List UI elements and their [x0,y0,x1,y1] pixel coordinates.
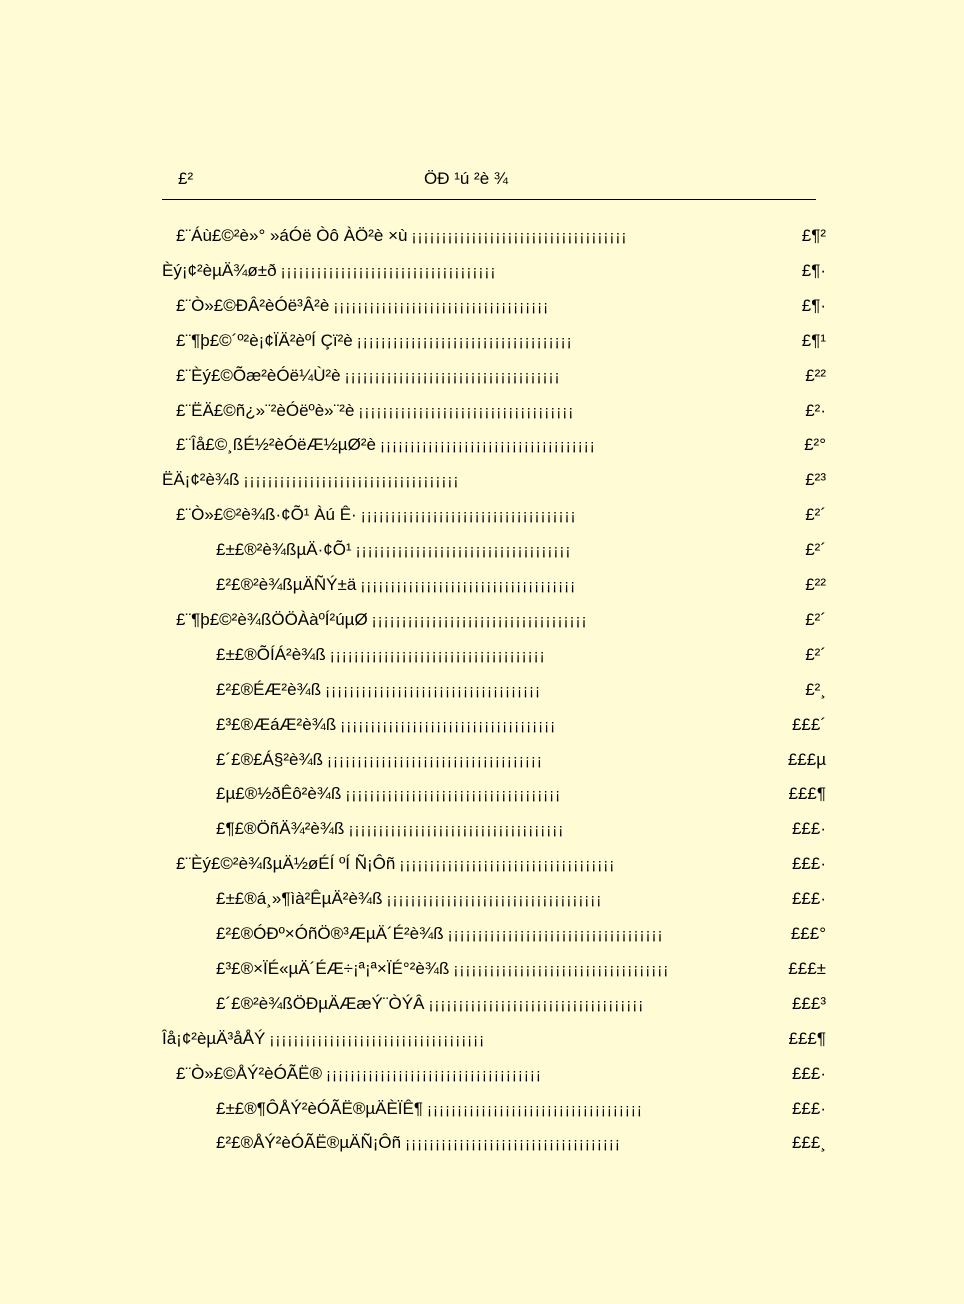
toc-entry [216,784,826,806]
toc-dot-leader: ¡¡¡¡¡¡¡¡¡¡¡¡¡¡¡¡¡¡¡¡¡¡¡¡¡¡¡¡¡¡¡¡¡¡¡¡ [360,507,577,525]
toc-entry [176,435,826,457]
header-rule [162,199,816,200]
toc-entry-page: £²´ [805,540,826,560]
toc-entry-title: ËÄ¡¢²è¾ß [162,470,240,490]
toc-entry-page: £¶· [801,295,826,315]
toc-entry-page: £££· [791,819,826,839]
toc-entry-page: £²· [805,400,826,420]
toc-entry-page: £²´ [805,505,826,525]
toc-entry-page: £²´ [805,609,826,629]
toc-entry-title: £²£®ÓÐº×ÓñÖ®³ÆµÄ´É²è¾ß [216,924,444,943]
toc-dot-leader: ¡¡¡¡¡¡¡¡¡¡¡¡¡¡¡¡¡¡¡¡¡¡¡¡¡¡¡¡¡¡¡¡¡¡¡¡ [427,1100,643,1118]
toc-dot-leader: ¡¡¡¡¡¡¡¡¡¡¡¡¡¡¡¡¡¡¡¡¡¡¡¡¡¡¡¡¡¡¡¡¡¡¡¡ [340,716,557,734]
toc-entry-title: £´£®²è¾ßÖÐµÄÆæÝ¨ÒÝÂ [216,993,425,1013]
toc-entry-title: £¨¶þ£©´º²è¡¢ÏÄ²èºÍ Çï²è [176,330,353,350]
toc-entry [176,331,826,353]
toc-dot-leader: ¡¡¡¡¡¡¡¡¡¡¡¡¡¡¡¡¡¡¡¡¡¡¡¡¡¡¡¡¡¡¡¡¡¡¡¡ [405,1135,621,1153]
page-number: £² [178,169,194,188]
toc-entry [176,1064,826,1086]
toc-dot-leader: ¡¡¡¡¡¡¡¡¡¡¡¡¡¡¡¡¡¡¡¡¡¡¡¡¡¡¡¡¡¡¡¡¡¡¡¡ [348,821,565,839]
toc-entry [176,854,826,876]
toc-entry-title: Îå¡¢²èµÄ³åÅÝ [162,1028,266,1048]
running-title: ÖÐ ¹ú ²è ¾ [424,169,509,188]
toc-dot-leader: ¡¡¡¡¡¡¡¡¡¡¡¡¡¡¡¡¡¡¡¡¡¡¡¡¡¡¡¡¡¡¡¡¡¡¡¡ [269,1030,486,1048]
toc-entry-title: £²£®²è¾ßµÄÑÝ±ä [216,575,357,594]
toc-entry [216,750,826,772]
toc-dot-leader: ¡¡¡¡¡¡¡¡¡¡¡¡¡¡¡¡¡¡¡¡¡¡¡¡¡¡¡¡¡¡¡¡¡¡¡¡ [327,751,543,769]
toc-dot-leader: ¡¡¡¡¡¡¡¡¡¡¡¡¡¡¡¡¡¡¡¡¡¡¡¡¡¡¡¡¡¡¡¡¡¡¡¡ [399,856,616,874]
toc-entry-title: £µ£®½ðÊô²è¾ß [216,784,342,804]
toc-entry [176,401,826,423]
toc-dot-leader: ¡¡¡¡¡¡¡¡¡¡¡¡¡¡¡¡¡¡¡¡¡¡¡¡¡¡¡¡¡¡¡¡¡¡¡¡ [386,891,603,909]
toc-dot-leader: ¡¡¡¡¡¡¡¡¡¡¡¡¡¡¡¡¡¡¡¡¡¡¡¡¡¡¡¡¡¡¡¡¡¡¡¡ [447,926,664,943]
toc-entry [216,575,826,597]
toc-entry-page: £²° [804,435,826,455]
toc-entry [176,226,826,248]
toc-dot-leader: ¡¡¡¡¡¡¡¡¡¡¡¡¡¡¡¡¡¡¡¡¡¡¡¡¡¡¡¡¡¡¡¡¡¡¡¡ [344,367,561,385]
toc-entry-page: £££´ [791,714,826,734]
toc-entry [216,715,826,737]
toc-entry-page: £££± [788,958,826,978]
toc-entry-page: £££µ [787,749,826,769]
toc-entry-page: £££° [790,924,826,943]
toc-dot-leader: ¡¡¡¡¡¡¡¡¡¡¡¡¡¡¡¡¡¡¡¡¡¡¡¡¡¡¡¡¡¡¡¡¡¡¡¡ [371,611,588,629]
toc-entry-title: £±£®ÕÍÁ²è¾ß [216,644,326,664]
toc-dot-leader: ¡¡¡¡¡¡¡¡¡¡¡¡¡¡¡¡¡¡¡¡¡¡¡¡¡¡¡¡¡¡¡¡¡¡¡¡ [333,297,550,315]
toc-entry-page: £££· [791,854,826,874]
toc-entry-title: £¨¶þ£©²è¾ßÖÖÀàºÍ²úµØ [176,609,368,629]
toc-entry-page: £²³ [805,470,826,490]
toc-entry-page: £££¶ [788,1028,826,1048]
toc-entry [216,680,826,702]
toc-entry [176,505,826,527]
toc-entry-page: £¶· [801,260,826,280]
toc-entry [162,261,826,283]
toc-dot-leader: ¡¡¡¡¡¡¡¡¡¡¡¡¡¡¡¡¡¡¡¡¡¡¡¡¡¡¡¡¡¡¡¡¡¡¡¡ [345,786,562,804]
toc-entry-title: £±£®á¸»¶ìà²ÊµÄ²è¾ß [216,889,383,909]
toc-entry [162,1029,826,1051]
toc-entry-title: £´£®£Á§²è¾ß [216,749,324,769]
toc-entry-page: £²² [805,575,826,594]
toc-dot-leader: ¡¡¡¡¡¡¡¡¡¡¡¡¡¡¡¡¡¡¡¡¡¡¡¡¡¡¡¡¡¡¡¡¡¡¡¡ [243,472,460,490]
toc-entry [176,296,826,318]
toc-entry-title: £¨Îå£©¸ßÉ½²èÓëÆ½µØ²è [176,435,376,455]
toc-entry [216,1133,826,1155]
toc-entry-title: £²£®ÉÆ²è¾ß [216,679,322,699]
toc-entry-title: £±£®²è¾ßµÄ·¢Õ¹ [216,540,352,560]
toc-entry [176,610,826,632]
toc-entry-page: £££¶ [788,784,826,804]
toc-dot-leader: ¡¡¡¡¡¡¡¡¡¡¡¡¡¡¡¡¡¡¡¡¡¡¡¡¡¡¡¡¡¡¡¡¡¡¡¡ [325,681,541,699]
toc-entry [216,889,826,911]
toc-entry-page: £²´ [805,644,826,664]
toc-entry [216,540,826,562]
toc-entry-title: £¨Ò»£©²è¾ß·¢Õ¹ Àú Ê· [176,505,357,525]
toc-entry-page: £££¸ [791,1133,826,1153]
toc-entry-page: £££³ [791,993,826,1013]
toc-entry [216,924,826,946]
toc-entry-page: £¶¹ [801,330,826,350]
toc-entry [216,1099,826,1121]
toc-entry-title: £±£®¶ÔÅÝ²èÓÃË®µÄÈÏÊ¶ [216,1098,424,1118]
toc-dot-leader: ¡¡¡¡¡¡¡¡¡¡¡¡¡¡¡¡¡¡¡¡¡¡¡¡¡¡¡¡¡¡¡¡¡¡¡¡ [356,332,573,350]
toc-entry-page: £££· [791,1098,826,1118]
toc-entry-title: £³£®×ÏÉ«µÄ´ÉÆ÷¡ª¡ª×ÏÉ°²è¾ß [216,958,450,978]
toc-dot-leader: ¡¡¡¡¡¡¡¡¡¡¡¡¡¡¡¡¡¡¡¡¡¡¡¡¡¡¡¡¡¡¡¡¡¡¡¡ [358,402,575,420]
toc-entry [216,994,826,1016]
toc-dot-leader: ¡¡¡¡¡¡¡¡¡¡¡¡¡¡¡¡¡¡¡¡¡¡¡¡¡¡¡¡¡¡¡¡¡¡¡¡ [360,577,577,594]
toc-entry [216,959,826,981]
page-header [162,160,816,200]
toc-entry-page: £¶² [801,226,826,245]
toc-dot-leader: ¡¡¡¡¡¡¡¡¡¡¡¡¡¡¡¡¡¡¡¡¡¡¡¡¡¡¡¡¡¡¡¡¡¡¡¡ [329,646,546,664]
toc-entry-title: £¶£®ÖñÄ¾²è¾ß [216,819,345,839]
toc-entry-page: £££· [791,1063,826,1083]
toc-entry-title: £¨Èý£©²è¾ßµÄ½øÉÍ ºÍ Ñ¡Ôñ [176,854,396,874]
toc-entry [216,645,826,667]
toc-entry-title: £²£®ÅÝ²èÓÃË®µÄÑ¡Ôñ [216,1133,402,1153]
toc-dot-leader: ¡¡¡¡¡¡¡¡¡¡¡¡¡¡¡¡¡¡¡¡¡¡¡¡¡¡¡¡¡¡¡¡¡¡¡¡ [355,542,572,560]
toc-dot-leader: ¡¡¡¡¡¡¡¡¡¡¡¡¡¡¡¡¡¡¡¡¡¡¡¡¡¡¡¡¡¡¡¡¡¡¡¡ [379,437,596,455]
toc-entry-title: £¨ËÄ£©ñ¿»¨²èÓëºè»¨²è [176,400,355,420]
toc-dot-leader: ¡¡¡¡¡¡¡¡¡¡¡¡¡¡¡¡¡¡¡¡¡¡¡¡¡¡¡¡¡¡¡¡¡¡¡¡ [411,228,628,245]
toc-entry-page: £££· [791,889,826,909]
toc-entry-page: £²¸ [805,679,826,699]
toc-entry-title: £¨Èý£©Õæ²èÓë¼Ù²è [176,365,341,385]
toc-entry-title: Èý¡¢²èµÄ¾ø±ð [162,260,277,280]
toc-entry-title: £¨Ò»£©ÅÝ²èÓÃË® [176,1063,322,1083]
toc-dot-leader: ¡¡¡¡¡¡¡¡¡¡¡¡¡¡¡¡¡¡¡¡¡¡¡¡¡¡¡¡¡¡¡¡¡¡¡¡ [453,960,670,978]
toc-entry [162,470,826,492]
toc-dot-leader: ¡¡¡¡¡¡¡¡¡¡¡¡¡¡¡¡¡¡¡¡¡¡¡¡¡¡¡¡¡¡¡¡¡¡¡¡ [428,995,645,1013]
toc-entry [176,366,826,388]
toc-entry-page: £²² [805,365,826,385]
toc-entry-title: £¨Áù£©²è»° »áÓë Òô ÀÖ²è ×ù [176,226,408,245]
toc-entry-title: £¨Ò»£©ÐÂ²èÓë³Â²è [176,295,330,315]
toc-entry [216,819,826,841]
toc-dot-leader: ¡¡¡¡¡¡¡¡¡¡¡¡¡¡¡¡¡¡¡¡¡¡¡¡¡¡¡¡¡¡¡¡¡¡¡¡ [280,262,497,280]
toc-dot-leader: ¡¡¡¡¡¡¡¡¡¡¡¡¡¡¡¡¡¡¡¡¡¡¡¡¡¡¡¡¡¡¡¡¡¡¡¡ [326,1065,542,1083]
toc-entry-title: £³£®ÆáÆ²è¾ß [216,714,337,734]
